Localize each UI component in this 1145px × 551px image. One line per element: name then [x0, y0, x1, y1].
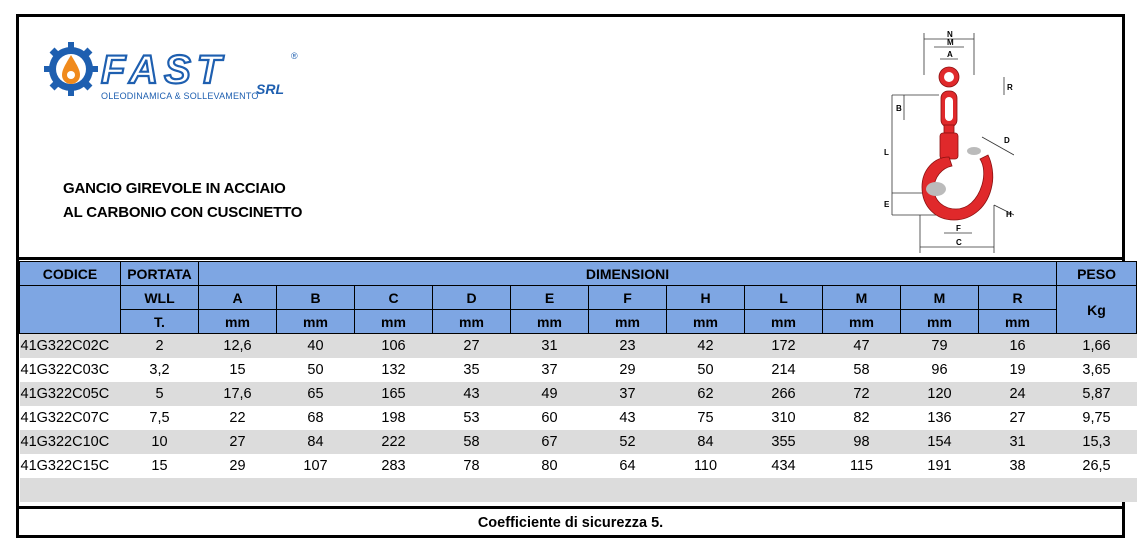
table-cell: 24 — [979, 382, 1057, 406]
header-unit: mm — [277, 310, 355, 334]
header-col: F — [589, 286, 667, 310]
table-cell: 49 — [511, 382, 589, 406]
table-cell: 37 — [511, 358, 589, 382]
diagram-label-c: C — [956, 238, 962, 247]
product-code-cell: 41G322C05C — [20, 382, 121, 406]
table-cell: 84 — [667, 430, 745, 454]
gear-icon — [44, 42, 98, 96]
table-cell: 82 — [823, 406, 901, 430]
header-col: R — [979, 286, 1057, 310]
table-cell: 310 — [745, 406, 823, 430]
document-frame — [16, 14, 1125, 538]
header-unit: mm — [355, 310, 433, 334]
table-header-row-3 — [20, 310, 1137, 334]
table-cell: 53 — [433, 406, 511, 430]
product-code-cell: 41G322C03C — [20, 358, 121, 382]
product-code-cell: 41G322C10C — [20, 430, 121, 454]
table-cell: 31 — [511, 334, 589, 358]
table-empty-row — [20, 478, 1137, 502]
table-cell: 222 — [355, 430, 433, 454]
table-cell: 27 — [199, 430, 277, 454]
table-cell: 154 — [901, 430, 979, 454]
header-unit: mm — [589, 310, 667, 334]
table-cell: 191 — [901, 454, 979, 478]
table-cell: 75 — [667, 406, 745, 430]
table-cell: 72 — [823, 382, 901, 406]
table-cell: 136 — [901, 406, 979, 430]
table-cell: 98 — [823, 430, 901, 454]
header-col: A — [199, 286, 277, 310]
table-cell: 43 — [589, 406, 667, 430]
table-cell: 23 — [589, 334, 667, 358]
table-body — [20, 334, 1137, 478]
header-unit: mm — [745, 310, 823, 334]
table-cell: 132 — [355, 358, 433, 382]
table-cell: 31 — [979, 430, 1057, 454]
table-cell: 37 — [589, 382, 667, 406]
table-cell: 283 — [355, 454, 433, 478]
diagram-label-r: R — [1007, 83, 1013, 92]
title-line-1: GANCIO GIREVOLE IN ACCIAIO — [63, 180, 286, 197]
diagram-label-e: E — [884, 200, 890, 209]
table-cell: 29 — [589, 358, 667, 382]
table-cell: 214 — [745, 358, 823, 382]
table-cell: 62 — [667, 382, 745, 406]
table-cell: 47 — [823, 334, 901, 358]
header-unit: mm — [199, 310, 277, 334]
table-cell: 64 — [589, 454, 667, 478]
table-cell: 15 — [199, 358, 277, 382]
table-cell: 42 — [667, 334, 745, 358]
table-cell: 40 — [277, 334, 355, 358]
table-cell: 16 — [979, 334, 1057, 358]
diagram-label-l: L — [884, 148, 889, 157]
header-unit: mm — [823, 310, 901, 334]
table-row — [20, 334, 1137, 358]
table-cell: 50 — [277, 358, 355, 382]
table-cell: 10 — [121, 430, 199, 454]
product-code-cell: 41G322C07C — [20, 406, 121, 430]
table-cell: 50 — [667, 358, 745, 382]
table-cell: 65 — [277, 382, 355, 406]
header-codice: CODICE — [20, 262, 121, 286]
table-cell: 80 — [511, 454, 589, 478]
table-row — [20, 454, 1137, 478]
header-kg: Kg — [1057, 286, 1137, 334]
table-cell: 110 — [667, 454, 745, 478]
title-line-2: AL CARBONIO CON CUSCINETTO — [63, 204, 303, 221]
table-row — [20, 358, 1137, 382]
diagram-label-h: H — [1006, 210, 1012, 219]
table-cell: 52 — [589, 430, 667, 454]
table-row — [20, 382, 1137, 406]
header-col: WLL — [121, 286, 199, 310]
fast-logo — [43, 41, 313, 101]
table-cell: 17,6 — [199, 382, 277, 406]
diagram-label-m: M — [947, 38, 954, 47]
registered-mark: ® — [291, 51, 298, 61]
header-col: M — [901, 286, 979, 310]
diagram-label-d: D — [1004, 136, 1010, 145]
table-cell: 107 — [277, 454, 355, 478]
header-unit: T. — [121, 310, 199, 334]
table-cell: 266 — [745, 382, 823, 406]
brand-suffix: SRL — [256, 81, 284, 97]
table-cell: 3,2 — [121, 358, 199, 382]
table-header-row-2 — [20, 286, 1137, 310]
table-cell: 120 — [901, 382, 979, 406]
table-cell: 22 — [199, 406, 277, 430]
diagram-label-f: F — [956, 224, 961, 233]
table-cell: 68 — [277, 406, 355, 430]
table-cell: 84 — [277, 430, 355, 454]
header-col: L — [745, 286, 823, 310]
table-cell: 1,66 — [1057, 334, 1137, 358]
table-cell: 27 — [433, 334, 511, 358]
header-unit: mm — [901, 310, 979, 334]
header-peso: PESO — [1057, 262, 1137, 286]
header-col: B — [277, 286, 355, 310]
table-row — [20, 406, 1137, 430]
table-cell: 2 — [121, 334, 199, 358]
footer-note: Coefficiente di sicurezza 5. — [19, 506, 1122, 535]
table-cell: 79 — [901, 334, 979, 358]
table-cell: 15,3 — [1057, 430, 1137, 454]
table-cell: 3,65 — [1057, 358, 1137, 382]
table-header-row-1 — [20, 262, 1137, 286]
hook-diagram — [864, 25, 1014, 255]
header-col: M — [823, 286, 901, 310]
table-cell: 106 — [355, 334, 433, 358]
table-cell: 35 — [433, 358, 511, 382]
product-code-cell: 41G322C02C — [20, 334, 121, 358]
table-cell: 78 — [433, 454, 511, 478]
table-cell: 9,75 — [1057, 406, 1137, 430]
table-cell: 355 — [745, 430, 823, 454]
table-cell: 58 — [433, 430, 511, 454]
table-cell: 434 — [745, 454, 823, 478]
table-cell: 26,5 — [1057, 454, 1137, 478]
table-cell: 58 — [823, 358, 901, 382]
table-cell: 38 — [979, 454, 1057, 478]
header-unit: mm — [979, 310, 1057, 334]
product-title — [63, 177, 302, 225]
table-cell: 198 — [355, 406, 433, 430]
brand-tagline: OLEODINAMICA & SOLLEVAMENTO — [101, 91, 259, 101]
table-cell: 5,87 — [1057, 382, 1137, 406]
header-unit: mm — [511, 310, 589, 334]
table-cell: 60 — [511, 406, 589, 430]
header-codice-blank — [20, 286, 121, 334]
table-cell: 5 — [121, 382, 199, 406]
table-cell: 165 — [355, 382, 433, 406]
table-cell: 19 — [979, 358, 1057, 382]
header-col: C — [355, 286, 433, 310]
table-cell: 15 — [121, 454, 199, 478]
product-code-cell: 41G322C15C — [20, 454, 121, 478]
diagram-label-b: B — [896, 104, 902, 113]
brand-name: FAST — [101, 48, 228, 92]
header-area — [19, 17, 1122, 261]
table-cell: 115 — [823, 454, 901, 478]
table-cell: 67 — [511, 430, 589, 454]
header-col: D — [433, 286, 511, 310]
table-cell: 12,6 — [199, 334, 277, 358]
header-unit: mm — [433, 310, 511, 334]
table-cell: 29 — [199, 454, 277, 478]
header-col: E — [511, 286, 589, 310]
spec-table — [19, 261, 1137, 502]
table-cell: 7,5 — [121, 406, 199, 430]
header-dimensioni: DIMENSIONI — [199, 262, 1057, 286]
table-cell: 172 — [745, 334, 823, 358]
diagram-label-a: A — [947, 50, 953, 59]
header-unit: mm — [667, 310, 745, 334]
table-cell: 43 — [433, 382, 511, 406]
table-cell: 27 — [979, 406, 1057, 430]
table-cell: 96 — [901, 358, 979, 382]
header-portata: PORTATA — [121, 262, 199, 286]
diagram-label-n: N — [947, 30, 953, 39]
header-divider — [19, 257, 1122, 260]
table-row — [20, 430, 1137, 454]
header-col: H — [667, 286, 745, 310]
